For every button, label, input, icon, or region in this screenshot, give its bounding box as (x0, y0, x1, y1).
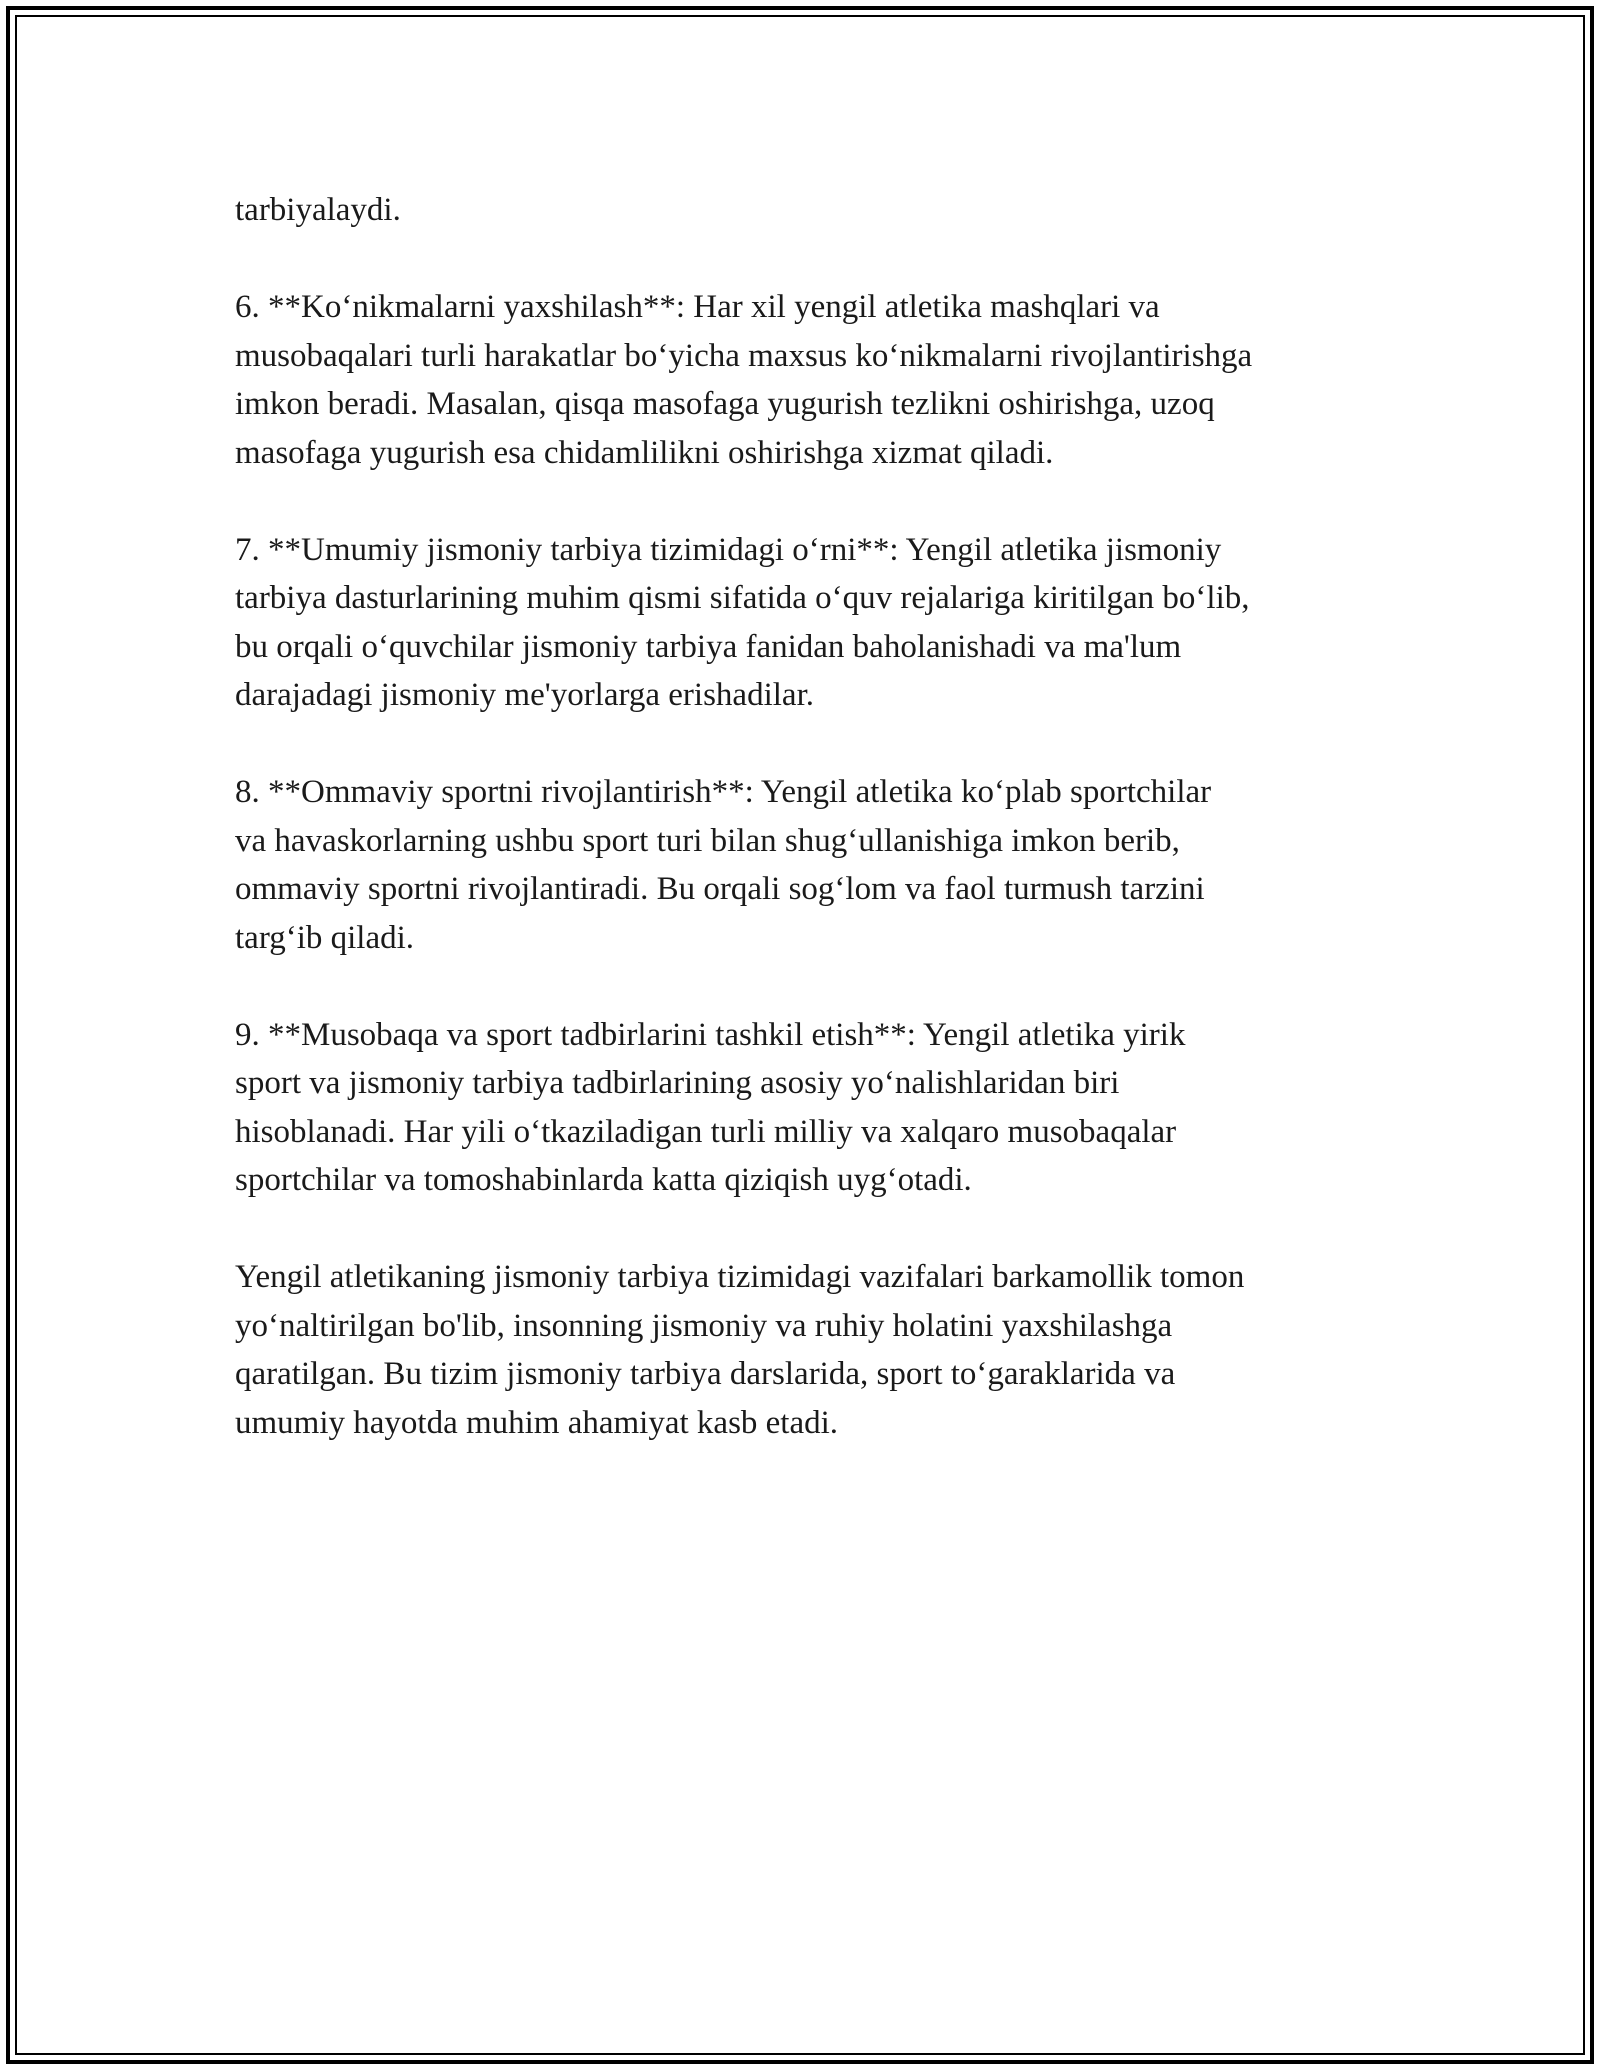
paragraph-item-7: 7. **Umumiy jismoniy tarbiya tizimidagi oʻrni**: Yengil atletika jismoniy tarbiya dasturlarining muhim qismi sifatida oʻquv rejalariga kiritilgan boʻlib, bu orqali oʻquvchilar jismoniy tarbiya fanidan baholanishadi va ma'lum darajadagi jismoniy me'yorlarga erishadilar. (235, 531, 1250, 713)
paragraph-continuation: tarbiyalaydi. (235, 192, 401, 228)
paragraph-item-8: 8. **Ommaviy sportni rivojlantirish**: Yengil atletika koʻplab sportchilar va havaskorlarning ushbu sport turi bilan shugʻullanishiga imkon berib, ommaviy sportni rivojlantiradi. Bu orqali sogʻlom va faol turmush tarzini targʻib qiladi. (235, 774, 1212, 956)
document-body (235, 186, 1385, 1496)
paragraph-conclusion: Yengil atletikaning jismoniy tarbiya tizimidagi vazifalari barkamollik tomon yoʻnaltirilgan bo'lib, insonning jismoniy va ruhiy holatini yaxshilashga qaratilgan. Bu tizim jismoniy tarbiya darslarida, sport toʻgaraklarida va umumiy hayotda muhim ahamiyat kasb etadi. (235, 1259, 1245, 1441)
paragraph-item-6: 6. **Koʻnikmalarni yaxshilash**: Har xil yengil atletika mashqlari va musobaqalari turli harakatlar boʻyicha maxsus koʻnikmalarni rivojlantirishga imkon beradi. Masalan, qisqa masofaga yugurish tezlikni oshirishga, uzoq masofaga yugurish esa chidamlilikni oshirishga xizmat qiladi. (235, 289, 1253, 471)
paragraph-item-9: 9. **Musobaqa va sport tadbirlarini tashkil etish**: Yengil atletika yirik sport va jismoniy tarbiya tadbirlarining asosiy yoʻnalishlaridan biri hisoblanadi. Har yili oʻtkaziladigan turli milliy va xalqaro musobaqalar sportchilar va tomoshabinlarda katta qiziqish uygʻotadi. (235, 1016, 1186, 1198)
